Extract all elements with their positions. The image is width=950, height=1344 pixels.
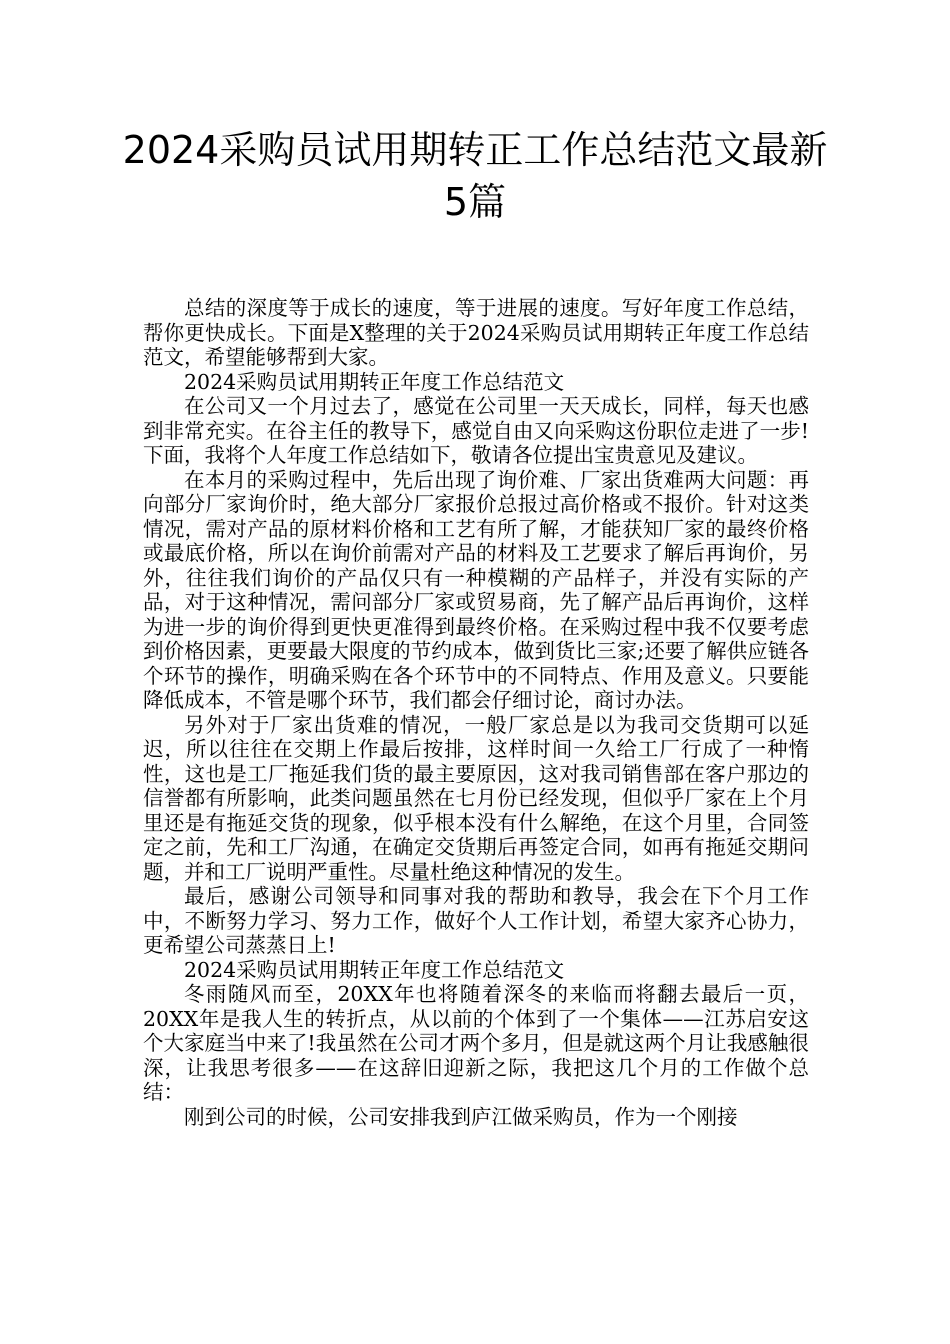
body-paragraph: 刚到公司的时候，公司安排我到庐江做采购员，作为一个刚接 — [184, 1104, 738, 1129]
section-heading: 2024采购员试用期转正年度工作总结范文 — [184, 369, 565, 394]
document-title: 2024采购员试用期转正工作总结范文最新5篇 — [122, 128, 828, 224]
document-body — [143, 296, 809, 1129]
body-paragraph: 在公司又一个月过去了，感觉在公司里一天天成长，同样，每天也感到非常充实。在谷主任的教导下，感觉自由又向采购这份职位走进了一步!下面，我将个人年度工作总结如下，敬请各位提出宝贵意见及建议。 — [143, 394, 809, 467]
intro-paragraph: 总结的深度等于成长的速度，等于进展的速度。写好年度工作总结，帮你更快成长。下面是X整理的关于2024采购员试用期转正年度工作总结范文，希望能够帮到大家。 — [143, 296, 809, 369]
body-paragraph: 最后，感谢公司领导和同事对我的帮助和教导，我会在下个月工作中，不断努力学习、努力工作，做好个人工作计划，希望大家齐心协力，更希望公司蒸蒸日上! — [143, 884, 809, 957]
body-paragraph: 另外对于厂家出货难的情况，一般厂家总是以为我司交货期可以延迟，所以往往在交期上作最后按排，这样时间一久给工厂行成了一种惰性，这也是工厂拖延我们货的最主要原因，这对我司销售部在客户那边的信誉都有所影响，此类问题虽然在七月份已经发现，但似乎厂家在上个月里还是有拖延交货的现象，似乎根本没有什么解绝，在这个月里，合同签定之前，先和工厂沟通，在确定交货期后再签定合同，如再有拖延交期问题，并和工厂说明严重性。尽量杜绝这种情况的发生。 — [143, 712, 809, 884]
section-heading: 2024采购员试用期转正年度工作总结范文 — [184, 957, 565, 982]
body-paragraph: 冬雨随风而至，20XX年也将随着深冬的来临而将翻去最后一页，20XX年是我人生的转折点，从以前的个体到了一个集体——江苏启安这个大家庭当中来了!我虽然在公司才两个多月，但是就这两个月让我感触很深，让我思考很多——在这辞旧迎新之际，我把这几个月的工作做个总结： — [143, 982, 809, 1104]
body-paragraph: 在本月的采购过程中，先后出现了询价难、厂家出货难两大问题：再向部分厂家询价时，绝大部分厂家报价总报过高价格或不报价。针对这类情况，需对产品的原材料价格和工艺有所了解，才能获知厂家的最终价格或最底价格，所以在询价前需对产品的材料及工艺要求了解后再询价，另外，往往我们询价的产品仅只有一种模糊的产品样子，并没有实际的产品，对于这种情况，需问部分厂家或贸易商，先了解产品后再询价，这样为进一步的询价得到更快更准得到最终价格。在采购过程中我不仅要考虑到价格因素，更要最大限度的节约成本，做到货比三家;还要了解供应链各个环节的操作，明确采购在各个环节中的不同特点、作用及意义。只要能降低成本，不管是哪个环节，我们都会仔细讨论，商讨办法。 — [143, 467, 809, 712]
